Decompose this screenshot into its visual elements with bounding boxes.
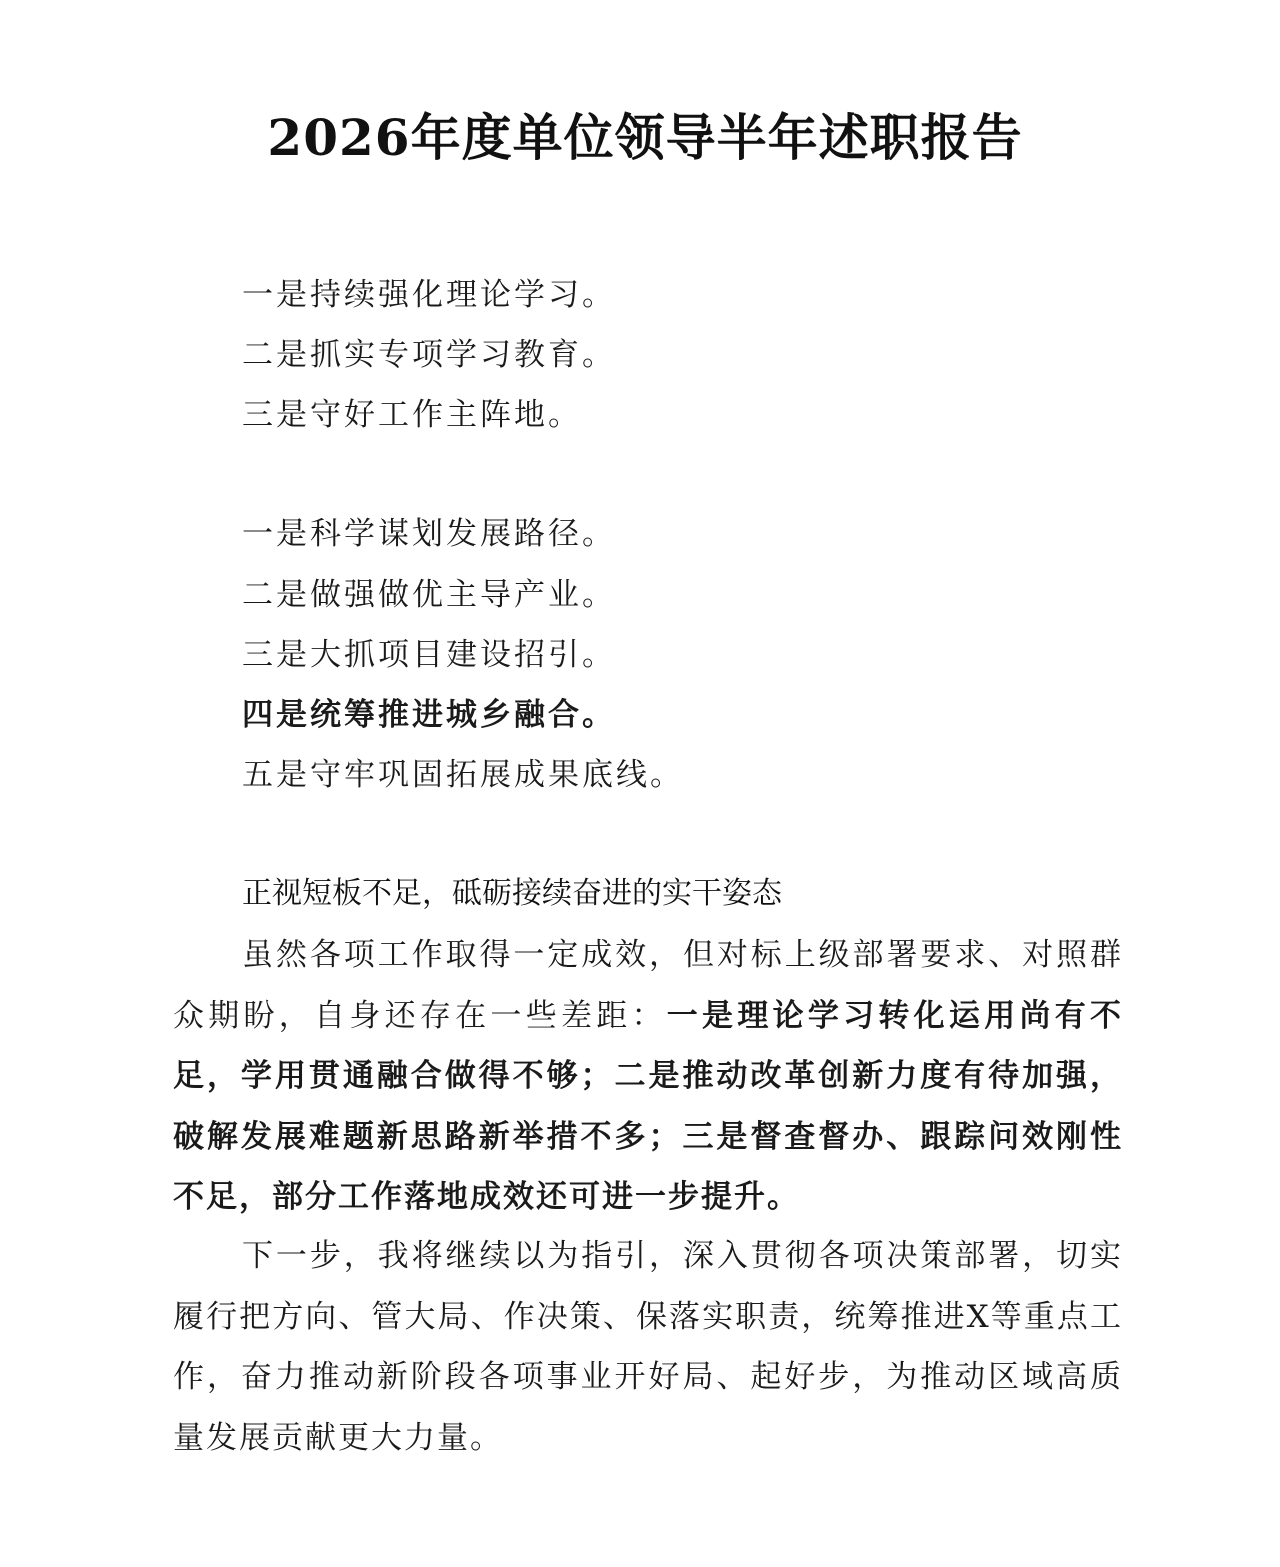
list-item: 二是抓实专项学习教育。: [242, 337, 616, 373]
paragraph-intro: 虽然各项工作取得一定成效，但对标上级部署要求、对照群众期盼，自身还存在一些差距：: [173, 937, 1123, 1034]
list-item: 三是守好工作主阵地。: [242, 397, 582, 433]
list-item: 二是做强做优主导产业。: [242, 577, 616, 613]
list-item: 四是统筹推进城乡融合。: [242, 697, 616, 733]
list-item: 五是守牢巩固拓展成果底线。: [242, 757, 684, 793]
next-steps-paragraph: 下一步，我将继续以为指引，深入贯彻各项决策部署，切实履行把方向、管大局、作决策、保落实职责，统筹推进X等重点工作，奋力推动新阶段各项事业开好局、起好步，为推动区域高质量发展贡献更大力量。: [173, 1238, 1123, 1456]
list-item: 一是持续强化理论学习。: [242, 277, 616, 313]
list-item: 三是大抓项目建设招引。: [242, 637, 616, 673]
shortcomings-paragraph: [173, 925, 1123, 1228]
paragraph-bold-text: 一是理论学习转化运用尚有不足，学用贯通融合做得不够；二是推动改革创新力度有待加强，破解发展难题新思路新举措不多；三是督查督办、跟踪问效刚性不足，部分工作落地成效还可进一步提升。: [173, 997, 1124, 1215]
document-title: 2026年度单位领导半年述职报告: [267, 108, 1023, 167]
section-heading: 正视短板不足，砥砺接续奋进的实干姿态: [242, 876, 782, 911]
list-item: 一是科学谋划发展路径。: [242, 516, 616, 552]
